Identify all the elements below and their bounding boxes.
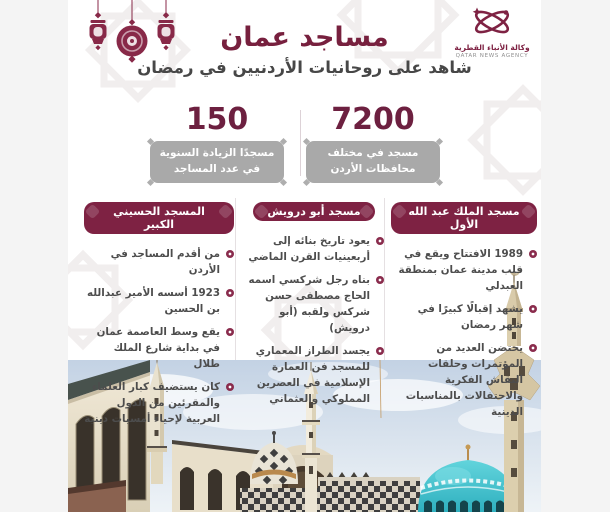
column-title-badge: مسجد أبو درويش: [253, 202, 374, 221]
list-item: [391, 341, 537, 421]
stats-divider: [300, 110, 301, 176]
column-king-abdullah: [391, 202, 537, 421]
column-title-badge: مسجد الملك عبد الله الأول: [391, 202, 537, 234]
logo-name-english: QATAR NEWS AGENCY: [455, 53, 529, 59]
item-text: يعود تاريخ بنائه إلى أربعينيات القرن الماضي: [248, 235, 370, 263]
list-item: [391, 247, 537, 295]
item-text: يجسد الطراز المعماري للمسجد فن العمارة الإسلامية في العصرين المملوكي والعثماني: [255, 344, 370, 405]
stat-label-line: في عدد المساجد: [173, 162, 261, 175]
stat-label-line: مسجد في مختلف: [327, 147, 419, 159]
list-item: [84, 325, 234, 373]
item-text: بناه رجل شركسي اسمه الحاج مصطفى حسن شركس ولقبه (أبو درويش): [248, 273, 370, 334]
bullet-icon: [529, 250, 537, 258]
item-text: 1989 الافتتاح ويقع في قلب مدينة عمان بمنطقة العبدلي: [398, 248, 523, 292]
stat-total-mosques: [306, 103, 440, 183]
stat-label: [306, 141, 440, 183]
item-text: من أقدم المساجد في الأردن: [110, 248, 220, 276]
bullet-icon: [376, 276, 384, 284]
stat-annual-increase: [150, 103, 284, 183]
page-subtitle: شاهد على روحانيات الأردنيين في رمضان: [137, 58, 472, 77]
list-item: [84, 286, 234, 318]
stat-label-line: محافظات الأردن: [330, 162, 416, 175]
item-text: يحتضن العديد من المؤتمرات وحلقات النقاش الفكرية والاحتفالات بالمناسبات الدينية: [405, 341, 523, 418]
column-abu-darwish: [244, 202, 384, 408]
page-title: مساجد عمان: [220, 22, 389, 53]
bullet-icon: [226, 289, 234, 297]
stat-value: 150: [185, 102, 249, 137]
column-title-badge: المسجد الحسيني الكبير: [84, 202, 234, 234]
list-item: [244, 344, 384, 408]
bullet-icon: [226, 328, 234, 336]
column-items: [84, 247, 234, 428]
column-husseini: [84, 202, 234, 428]
bullet-icon: [376, 237, 384, 245]
item-text: يشهد إقبالًا كبيرًا في شهر رمضان: [417, 302, 523, 331]
column-items: [244, 234, 384, 408]
item-text: يقع وسط العاصمة عمان في بداية شارع الملك طلال: [96, 325, 220, 370]
list-item: [244, 273, 384, 337]
infographic-card: [68, 0, 541, 512]
list-item: [244, 234, 384, 266]
list-item: [84, 247, 234, 279]
bullet-icon: [376, 347, 384, 355]
bullet-icon: [226, 383, 234, 391]
bullet-icon: [529, 305, 537, 313]
bullet-icon: [529, 344, 537, 352]
logo-name-arabic: وكالة الأنباء القطرية: [454, 43, 530, 52]
column-divider: [384, 198, 385, 364]
column-items: [391, 247, 537, 421]
column-divider: [235, 198, 236, 364]
bullet-icon: [226, 250, 234, 258]
stat-label: [150, 141, 284, 183]
item-text: 1923 أسسه الأمير عبدالله بن الحسين: [86, 286, 220, 315]
list-item: [391, 302, 537, 334]
stat-value: 7200: [331, 102, 415, 137]
item-text: كان يستضيف كبار العلماء والمقرئين من الدول العربية لإحياء أمسيات دينية: [84, 380, 220, 425]
list-item: [84, 380, 234, 428]
stat-label-line: مسجدًا الزيادة السنوية: [159, 147, 275, 159]
